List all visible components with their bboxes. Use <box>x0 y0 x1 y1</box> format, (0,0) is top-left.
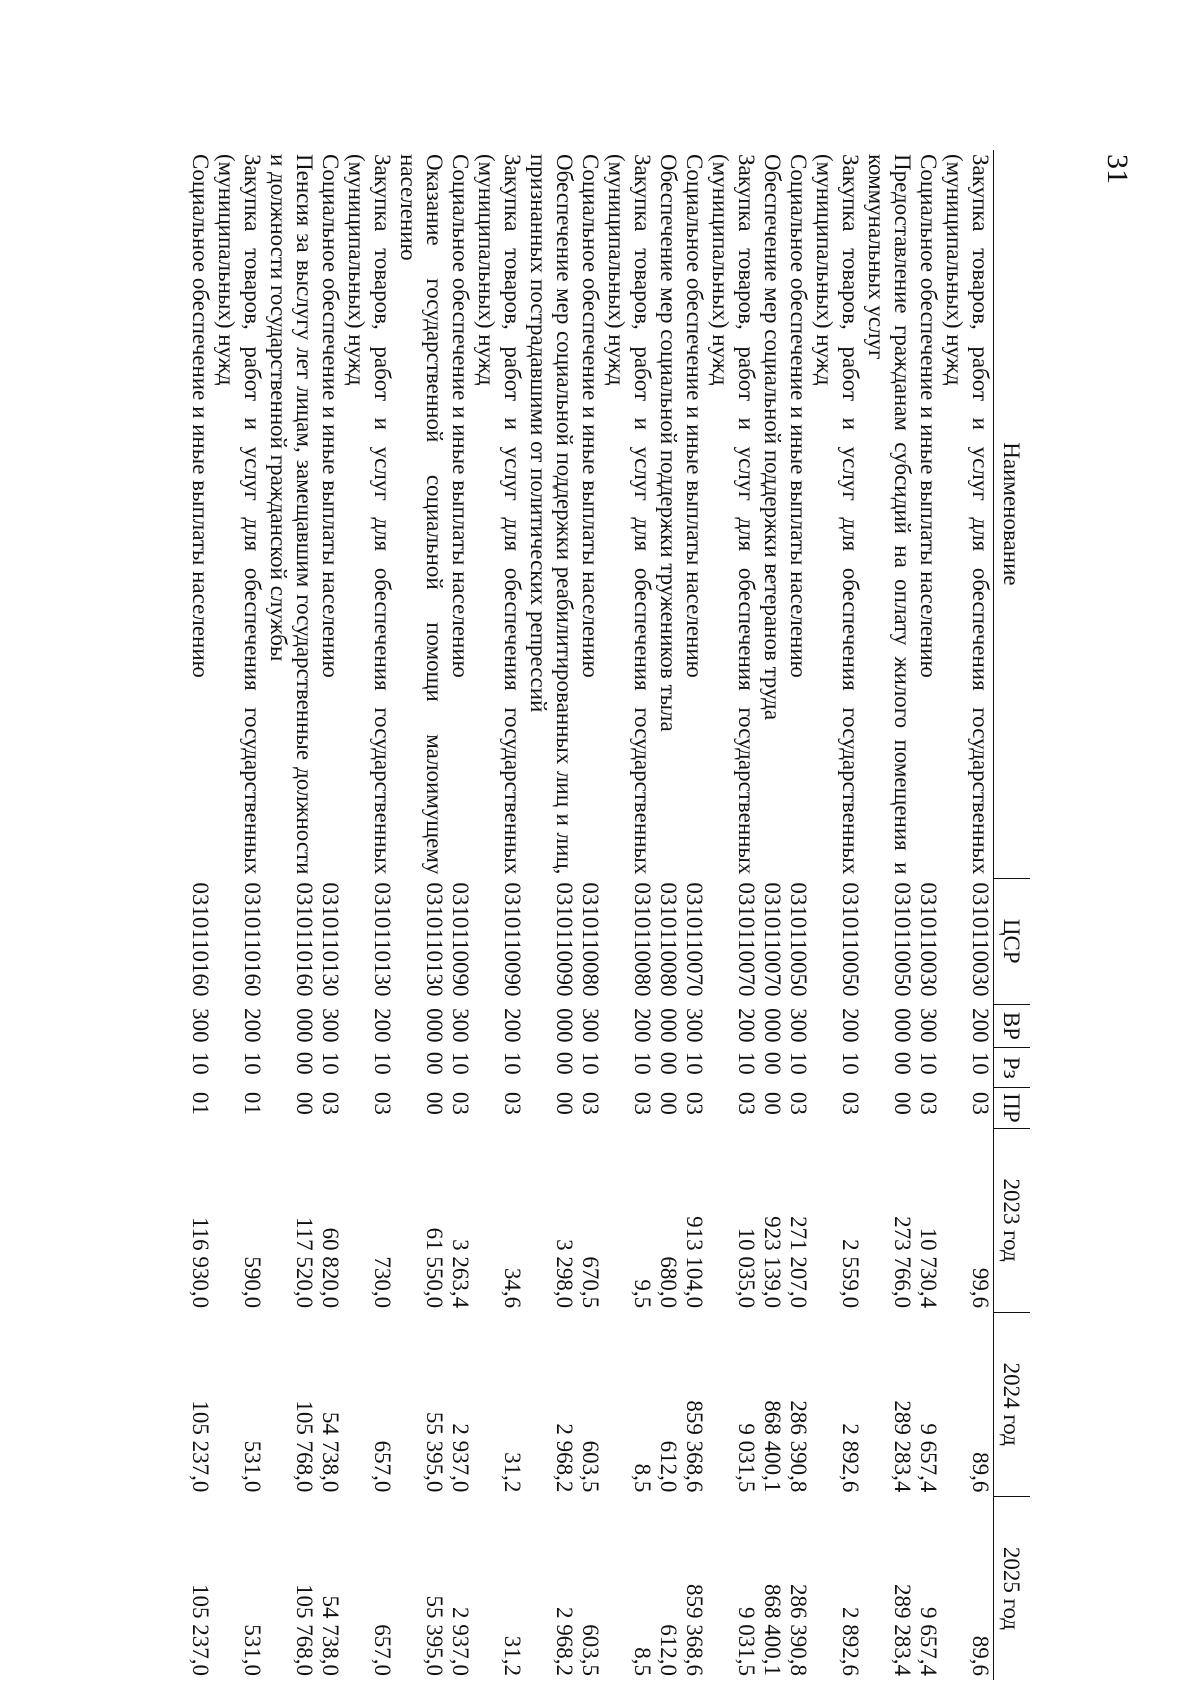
cell-2024: 8,5 <box>630 1463 655 1493</box>
table-row <box>395 150 447 1680</box>
cell-vr: 200 <box>838 1008 863 1043</box>
cell-2025: 286 390,8 <box>786 1584 811 1676</box>
cell-2023: 117 520,0 <box>292 1217 317 1309</box>
cell-csr: 0310110080 <box>630 882 655 997</box>
cell-2024: 286 390,8 <box>786 1400 811 1493</box>
cell-name: Обеспечение мер социальной поддержки реабилитированных лиц и лиц, признанных пострадавшими от политических репрессий <box>526 154 577 875</box>
rotated-table-page <box>190 150 1030 1680</box>
cell-name: Социальное обеспечение и иные выплаты населению <box>448 154 473 678</box>
table-row <box>655 150 681 1680</box>
cell-2023: 670,5 <box>578 1256 603 1309</box>
cell-vr: 200 <box>968 1008 993 1043</box>
cell-vr: 200 <box>630 1008 655 1043</box>
cell-2023: 2 559,0 <box>838 1239 863 1309</box>
cell-rz: 10 <box>500 1051 525 1075</box>
cell-2023: 271 207,0 <box>786 1216 811 1309</box>
cell-vr: 000 <box>552 1008 577 1043</box>
table-row <box>785 150 811 1680</box>
cell-vr: 000 <box>292 1008 317 1043</box>
cell-vr: 000 <box>656 1008 681 1043</box>
table-row <box>811 150 863 1680</box>
cell-vr: 300 <box>188 1008 213 1043</box>
cell-2024: 105 237,0 <box>188 1400 213 1493</box>
cell-2023: 34,6 <box>500 1267 525 1309</box>
cell-pr: 03 <box>578 1091 603 1115</box>
table-row <box>681 150 707 1680</box>
cell-2024: 603,5 <box>578 1440 603 1493</box>
cell-vr: 300 <box>318 1008 343 1043</box>
table-row <box>577 150 603 1680</box>
cell-rz: 00 <box>292 1051 317 1075</box>
cell-2024: 54 738,0 <box>318 1411 343 1493</box>
header-csr: ЦСР <box>994 878 1031 1004</box>
cell-pr: 03 <box>838 1091 863 1115</box>
cell-vr: 300 <box>916 1008 941 1043</box>
cell-vr: 000 <box>760 1008 785 1043</box>
cell-rz: 10 <box>786 1051 811 1075</box>
cell-2023: 61 550,0 <box>422 1227 447 1309</box>
cell-2024: 2 968,2 <box>552 1423 577 1493</box>
table-row <box>265 150 317 1680</box>
cell-csr: 0310110090 <box>448 882 473 997</box>
table-row <box>603 150 655 1680</box>
cell-vr: 200 <box>240 1008 265 1043</box>
cell-vr: 000 <box>890 1008 915 1043</box>
cell-2025: 2 968,2 <box>552 1607 577 1676</box>
cell-csr: 0310110160 <box>188 882 213 997</box>
cell-rz: 10 <box>734 1051 759 1075</box>
budget-table <box>187 150 1030 1680</box>
cell-2023: 3 263,4 <box>448 1239 473 1309</box>
cell-name: Закупка товаров, работ и услуг для обеспечения государственных (муниципальных) нужд <box>812 154 863 875</box>
cell-2025: 859 368,6 <box>682 1584 707 1676</box>
cell-rz: 10 <box>578 1051 603 1075</box>
cell-rz: 10 <box>838 1051 863 1075</box>
cell-rz: 00 <box>656 1051 681 1075</box>
cell-name: Закупка товаров, работ и услуг для обеспечения государственных (муниципальных) нужд <box>942 154 993 875</box>
cell-pr: 03 <box>734 1091 759 1115</box>
cell-2024: 9 657,4 <box>916 1423 941 1493</box>
header-2025: 2025 год <box>994 1496 1031 1680</box>
cell-rz: 10 <box>188 1051 213 1075</box>
cell-csr: 0310110050 <box>786 882 811 997</box>
cell-name: Социальное обеспечение и иные выплаты населению <box>318 154 343 678</box>
cell-csr: 0310110080 <box>656 882 681 997</box>
cell-2025: 612,0 <box>656 1624 681 1676</box>
cell-name: Оказание государственной социальной помощи малоимущему населению <box>396 154 447 875</box>
table-header <box>994 150 1031 1680</box>
cell-2025: 31,2 <box>500 1635 525 1676</box>
cell-pr: 00 <box>552 1091 577 1115</box>
table-row <box>317 150 343 1680</box>
header-2023: 2023 год <box>994 1128 1031 1312</box>
cell-rz: 00 <box>890 1051 915 1075</box>
cell-pr: 00 <box>656 1091 681 1115</box>
table-body <box>187 150 994 1680</box>
cell-vr: 300 <box>448 1008 473 1043</box>
cell-2024: 55 395,0 <box>422 1411 447 1493</box>
cell-2025: 289 283,4 <box>890 1584 915 1676</box>
cell-name: Закупка товаров, работ и услуг для обеспечения государственных (муниципальных) нужд <box>214 154 265 875</box>
cell-2023: 273 766,0 <box>890 1216 915 1309</box>
table-row <box>707 150 759 1680</box>
cell-rz: 00 <box>760 1051 785 1075</box>
cell-name: Обеспечение мер социальной поддержки ветеранов труда <box>760 154 785 721</box>
table-row <box>863 150 915 1680</box>
cell-csr: 0310110130 <box>318 882 343 997</box>
cell-2025: 55 395,0 <box>422 1595 447 1676</box>
cell-2025: 868 400,1 <box>760 1584 785 1676</box>
table-row <box>941 150 994 1680</box>
cell-vr: 300 <box>786 1008 811 1043</box>
cell-2025: 54 738,0 <box>318 1595 343 1676</box>
cell-vr: 200 <box>734 1008 759 1043</box>
cell-rz: 10 <box>682 1051 707 1075</box>
cell-2025: 105 237,0 <box>188 1584 213 1676</box>
cell-pr: 03 <box>318 1091 343 1115</box>
cell-vr: 000 <box>422 1008 447 1043</box>
header-pr: ПР <box>994 1088 1031 1128</box>
cell-pr: 03 <box>500 1091 525 1115</box>
cell-csr: 0310110090 <box>500 882 525 997</box>
cell-pr: 00 <box>890 1091 915 1115</box>
table-row <box>447 150 473 1680</box>
cell-2024: 9 031,5 <box>734 1423 759 1493</box>
cell-2023: 590,0 <box>240 1256 265 1309</box>
cell-2023: 9,5 <box>630 1279 655 1309</box>
header-vr: ВР <box>994 1004 1031 1048</box>
cell-2023: 923 139,0 <box>760 1216 785 1309</box>
cell-vr: 200 <box>500 1008 525 1043</box>
cell-pr: 01 <box>240 1091 265 1115</box>
cell-2023: 730,0 <box>370 1256 395 1309</box>
cell-2025: 105 768,0 <box>292 1584 317 1676</box>
cell-2024: 868 400,1 <box>760 1400 785 1493</box>
cell-2025: 531,0 <box>240 1624 265 1676</box>
cell-2023: 680,0 <box>656 1256 681 1309</box>
cell-2024: 2 892,6 <box>838 1423 863 1493</box>
cell-rz: 00 <box>552 1051 577 1075</box>
cell-name: Обеспечение мер социальной поддержки тружеников тыла <box>656 154 681 732</box>
cell-2024: 2 937,0 <box>448 1423 473 1493</box>
cell-rz: 10 <box>448 1051 473 1075</box>
cell-name: Социальное обеспечение и иные выплаты населению <box>578 154 603 678</box>
cell-csr: 0310110070 <box>760 882 785 997</box>
table-row <box>915 150 941 1680</box>
table-row <box>473 150 525 1680</box>
cell-name: Закупка товаров, работ и услуг для обеспечения государственных (муниципальных) нужд <box>708 154 759 875</box>
cell-2025: 9 657,4 <box>916 1607 941 1676</box>
cell-csr: 0310110050 <box>890 882 915 997</box>
cell-name: Социальное обеспечение и иные выплаты населению <box>916 154 941 678</box>
cell-csr: 0310110090 <box>552 882 577 997</box>
cell-name: Закупка товаров, работ и услуг для обеспечения государственных (муниципальных) нужд <box>474 154 525 875</box>
cell-2024: 531,0 <box>240 1440 265 1493</box>
cell-pr: 00 <box>760 1091 785 1115</box>
cell-2025: 9 031,5 <box>734 1607 759 1676</box>
cell-name: Социальное обеспечение и иные выплаты населению <box>786 154 811 678</box>
cell-2023: 10 730,4 <box>916 1227 941 1309</box>
cell-2024: 105 768,0 <box>292 1400 317 1493</box>
cell-rz: 10 <box>370 1051 395 1075</box>
table-row <box>343 150 395 1680</box>
cell-csr: 0310110030 <box>968 882 993 997</box>
cell-pr: 01 <box>188 1091 213 1115</box>
cell-rz: 10 <box>968 1051 993 1075</box>
cell-2025: 8,5 <box>630 1647 655 1676</box>
cell-csr: 0310110030 <box>916 882 941 997</box>
cell-pr: 03 <box>682 1091 707 1115</box>
cell-2024: 612,0 <box>656 1440 681 1493</box>
cell-rz: 10 <box>916 1051 941 1075</box>
cell-2023: 60 820,0 <box>318 1227 343 1309</box>
cell-name: Закупка товаров, работ и услуг для обеспечения государственных (муниципальных) нужд <box>604 154 655 875</box>
cell-vr: 300 <box>578 1008 603 1043</box>
cell-2025: 2 892,6 <box>838 1607 863 1676</box>
header-row <box>994 150 1031 1680</box>
cell-csr: 0310110080 <box>578 882 603 997</box>
cell-name: Пенсия за выслугу лет лицам, замещавшим государственные должности и должности государственной гражданской службы <box>266 154 317 875</box>
table-row <box>213 150 265 1680</box>
cell-2023: 3 298,0 <box>552 1239 577 1309</box>
page-number: 31 <box>1101 154 1134 184</box>
cell-csr: 0310110070 <box>734 882 759 997</box>
cell-rz: 10 <box>630 1051 655 1075</box>
cell-2024: 289 283,4 <box>890 1400 915 1493</box>
cell-2023: 116 930,0 <box>188 1217 213 1309</box>
cell-rz: 10 <box>240 1051 265 1075</box>
header-name: Наименование <box>994 150 1031 878</box>
cell-2025: 89,6 <box>968 1635 993 1676</box>
cell-pr: 03 <box>916 1091 941 1115</box>
cell-rz: 10 <box>318 1051 343 1075</box>
cell-csr: 0310110130 <box>370 882 395 997</box>
cell-pr: 03 <box>786 1091 811 1115</box>
cell-pr: 03 <box>630 1091 655 1115</box>
cell-2024: 859 368,6 <box>682 1400 707 1493</box>
table-row <box>759 150 785 1680</box>
cell-2023: 913 104,0 <box>682 1216 707 1309</box>
cell-2025: 657,0 <box>370 1624 395 1676</box>
cell-pr: 03 <box>968 1091 993 1115</box>
cell-2024: 657,0 <box>370 1440 395 1493</box>
cell-name: Социальное обеспечение и иные выплаты населению <box>682 154 707 678</box>
cell-csr: 0310110160 <box>240 882 265 997</box>
cell-pr: 00 <box>292 1091 317 1115</box>
cell-2025: 2 937,0 <box>448 1607 473 1676</box>
table-row <box>525 150 577 1680</box>
cell-name: Закупка товаров, работ и услуг для обеспечения государственных (муниципальных) нужд <box>344 154 395 875</box>
cell-csr: 0310110070 <box>682 882 707 997</box>
cell-vr: 300 <box>682 1008 707 1043</box>
cell-vr: 200 <box>370 1008 395 1043</box>
cell-2023: 99,6 <box>968 1267 993 1309</box>
cell-2023: 10 035,0 <box>734 1227 759 1309</box>
cell-name: Социальное обеспечение и иные выплаты населению <box>188 154 213 678</box>
cell-pr: 03 <box>448 1091 473 1115</box>
header-2024: 2024 год <box>994 1312 1031 1496</box>
cell-2024: 31,2 <box>500 1452 525 1493</box>
cell-2025: 603,5 <box>578 1624 603 1676</box>
cell-rz: 00 <box>422 1051 447 1075</box>
header-rz: Рз <box>994 1048 1031 1088</box>
cell-csr: 0310110160 <box>292 882 317 997</box>
cell-pr: 03 <box>370 1091 395 1115</box>
cell-csr: 0310110130 <box>422 882 447 997</box>
cell-pr: 00 <box>422 1091 447 1115</box>
cell-2024: 89,6 <box>968 1452 993 1493</box>
table-row <box>187 150 213 1680</box>
cell-csr: 0310110050 <box>838 882 863 997</box>
cell-name: Предоставление гражданам субсидий на оплату жилого помещения и коммунальных услуг <box>864 154 915 875</box>
